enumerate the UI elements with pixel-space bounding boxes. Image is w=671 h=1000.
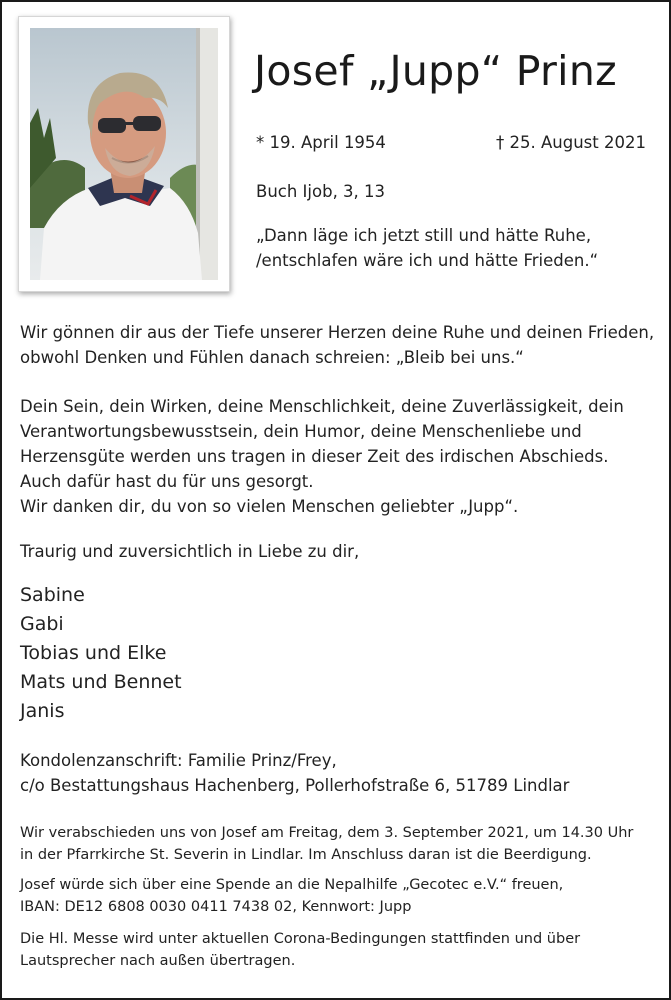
family-member: Mats und Bennet [20, 671, 182, 693]
deceased-name: Josef „Jupp“ Prinz [254, 47, 617, 95]
text-line: Josef würde sich über eine Spende an die Nepalhilfe „Gecotec e.V.“ freuen, [20, 877, 564, 893]
text-line: Wir verabschieden uns von Josef am Freitag, dem 3. September 2021, um 14.30 Uhr [20, 825, 634, 841]
bible-verse-quote [256, 223, 598, 273]
text-line: Wir danken dir, du von so vielen Menschen geliebter „Jupp“. [20, 497, 519, 516]
verse-line: /entschlafen wäre ich und hätte Frieden.“ [256, 251, 599, 270]
verse-line: „Dann läge ich jetzt still und hätte Ruhe, [256, 226, 592, 245]
family-member: Janis [20, 700, 65, 722]
text-line: Auch dafür hast du für uns gesorgt. [20, 472, 314, 491]
death-date: † 25. August 2021 [496, 133, 646, 152]
text-line: Lautsprecher nach außen übertragen. [20, 953, 296, 969]
family-member: Gabi [20, 613, 64, 635]
text-line: c/o Bestattungshaus Hachenberg, Pollerhofstraße 6, 51789 Lindlar [20, 776, 570, 795]
condolence-address [20, 748, 569, 798]
mass-info [20, 928, 580, 972]
donation-info [20, 874, 563, 918]
tribute-paragraph-1 [20, 320, 654, 370]
birth-date: * 19. April 1954 [256, 133, 386, 152]
text-line: Die Hl. Messe wird unter aktuellen Corona-Bedingungen stattfinden und über [20, 931, 581, 947]
bible-verse-reference: Buch Ijob, 3, 13 [256, 182, 386, 201]
text-line: Dein Sein, dein Wirken, deine Menschlichkeit, deine Zuverlässigkeit, dein [20, 397, 624, 416]
text-line: Kondolenzanschrift: Familie Prinz/Frey, [20, 751, 337, 770]
family-member: Tobias und Elke [20, 642, 167, 664]
portrait-photo [30, 28, 218, 280]
portrait-photo-frame [18, 16, 230, 292]
text-line: obwohl Denken und Fühlen danach schreien: „Bleib bei uns.“ [20, 348, 524, 367]
text-line: Verantwortungsbewusstsein, dein Humor, deine Menschenliebe und [20, 422, 582, 441]
text-line: IBAN: DE12 6808 0030 0411 7438 02, Kennwort: Jupp [20, 899, 412, 915]
text-line: Wir gönnen dir aus der Tiefe unserer Herzen deine Ruhe und deinen Frieden, [20, 323, 655, 342]
closing-line: Traurig und zuversichtlich in Liebe zu dir, [20, 542, 360, 561]
text-line: in der Pfarrkirche St. Severin in Lindlar. Im Anschluss daran ist die Beerdigung. [20, 847, 592, 863]
text-line: Herzensgüte werden uns tragen in dieser Zeit des irdischen Abschieds. [20, 447, 609, 466]
family-member: Sabine [20, 584, 85, 606]
tribute-paragraph-2 [20, 394, 624, 519]
funeral-info [20, 822, 633, 866]
family-names [20, 581, 182, 726]
